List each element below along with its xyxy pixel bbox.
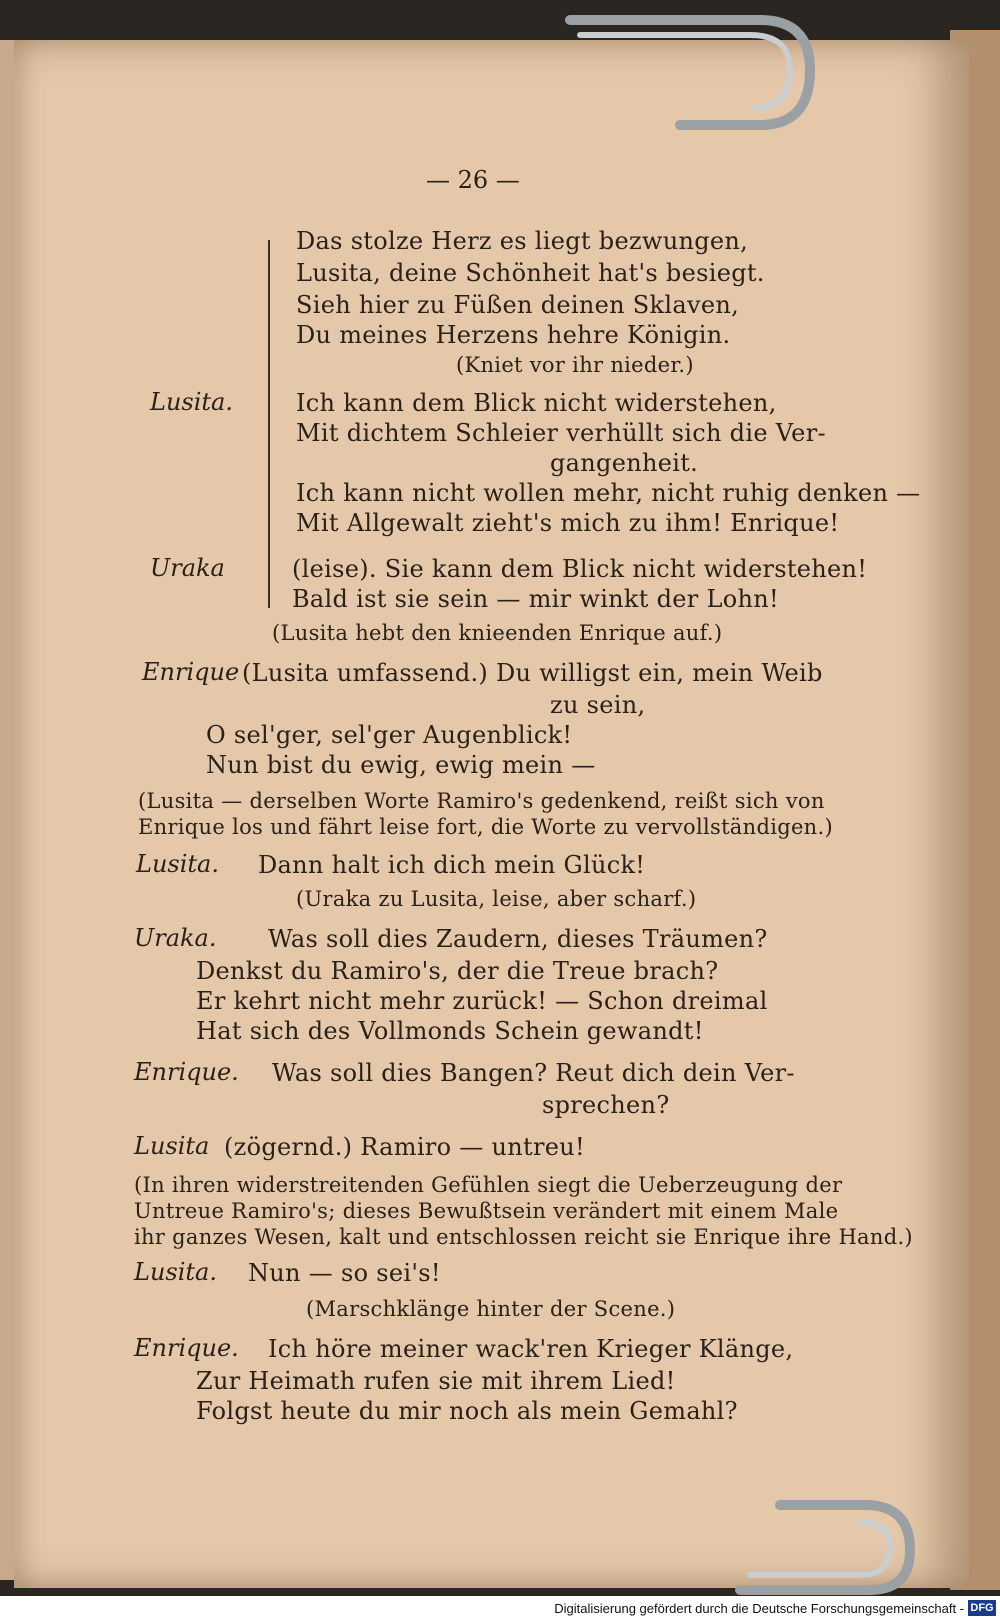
text-line: Das stolze Herz es liegt bezwungen,	[296, 227, 749, 255]
stage-direction: Enrique los und fährt leise fort, die Worte zu vervollständigen.)	[138, 815, 833, 839]
text-line: (zögernd.) Ramiro — untreu!	[224, 1133, 585, 1161]
text-line: zu sein,	[550, 691, 646, 719]
text-line: Ich kann dem Blick nicht widerstehen,	[296, 389, 777, 417]
text-line: Hat sich des Vollmonds Schein gewandt!	[196, 1017, 704, 1045]
text-line: (leise). Sie kann dem Blick nicht widerstehen!	[292, 555, 868, 583]
text-line: Er kehrt nicht mehr zurück! — Schon dreimal	[196, 987, 768, 1015]
text-line: Sieh hier zu Füßen deinen Sklaven,	[296, 291, 740, 319]
speaker-name: Enrique	[142, 658, 240, 686]
stage-direction: (Marschklänge hinter der Scene.)	[306, 1297, 676, 1321]
speaker-name: Uraka.	[134, 924, 217, 952]
text-line: Mit dichtem Schleier verhüllt sich die Ver-	[296, 419, 826, 447]
speaker-name: Lusita	[134, 1132, 210, 1160]
speaker-name: Enrique.	[134, 1058, 239, 1086]
stage-direction: Untreue Ramiro's; dieses Bewußtsein verändert mit einem Male	[134, 1199, 839, 1223]
stage-direction: (Lusita — derselben Worte Ramiro's gedenkend, reißt sich von	[138, 789, 825, 813]
text-line: Dann halt ich dich mein Glück!	[258, 851, 646, 879]
stage-direction: (Kniet vor ihr nieder.)	[456, 353, 694, 377]
speaker-name: Lusita.	[150, 388, 233, 416]
footer-text: Digitalisierung gefördert durch die Deutsche Forschungsgemeinschaft -	[554, 1601, 964, 1616]
dialogue-bracket	[268, 240, 280, 608]
text-line: (Lusita umfassend.) Du willigst ein, mein Weib	[242, 659, 823, 687]
stage-direction: (In ihren widerstreitenden Gefühlen siegt die Ueberzeugung der	[134, 1173, 843, 1197]
text-line: Nun bist du ewig, ewig mein —	[206, 751, 596, 779]
text-line: O sel'ger, sel'ger Augenblick!	[206, 721, 573, 749]
text-line: Bald ist sie sein — mir winkt der Lohn!	[292, 585, 779, 613]
text-line: Denkst du Ramiro's, der die Treue brach?	[196, 957, 719, 985]
page-clip-bottom-icon	[720, 1490, 920, 1610]
text-line: Lusita, deine Schönheit hat's besiegt.	[296, 259, 765, 287]
stage-direction: (Uraka zu Lusita, leise, aber scharf.)	[296, 887, 697, 911]
text-line: sprechen?	[542, 1091, 670, 1119]
text-line: Folgst heute du mir noch als mein Gemahl?	[196, 1397, 738, 1425]
page-clip-top-icon	[560, 0, 820, 130]
text-line: Mit Allgewalt zieht's mich zu ihm! Enrique!	[296, 509, 840, 537]
text-line: Was soll dies Zaudern, dieses Träumen?	[268, 925, 768, 953]
dfg-logo: DFG	[968, 1600, 996, 1616]
speaker-name: Lusita.	[134, 1258, 217, 1286]
page-number: — 26 —	[426, 166, 520, 194]
text-line: Nun — so sei's!	[248, 1259, 441, 1287]
speaker-name: Uraka	[150, 554, 225, 582]
speaker-name: Lusita.	[136, 850, 219, 878]
text-line: Zur Heimath rufen sie mit ihrem Lied!	[196, 1367, 676, 1395]
speaker-name: Enrique.	[134, 1334, 239, 1362]
text-line: Du meines Herzens hehre Königin.	[296, 321, 731, 349]
digitization-footer	[0, 1596, 1000, 1622]
text-line: gangenheit.	[550, 449, 699, 477]
text-line: Was soll dies Bangen? Reut dich dein Ver-	[272, 1059, 795, 1087]
text-line: Ich höre meiner wack'ren Krieger Klänge,	[268, 1335, 794, 1363]
stage-direction: ihr ganzes Wesen, kalt und entschlossen reicht sie Enrique ihre Hand.)	[134, 1225, 913, 1249]
text-line: Ich kann nicht wollen mehr, nicht ruhig denken —	[296, 479, 921, 507]
stage-direction: (Lusita hebt den knieenden Enrique auf.)	[272, 621, 723, 645]
